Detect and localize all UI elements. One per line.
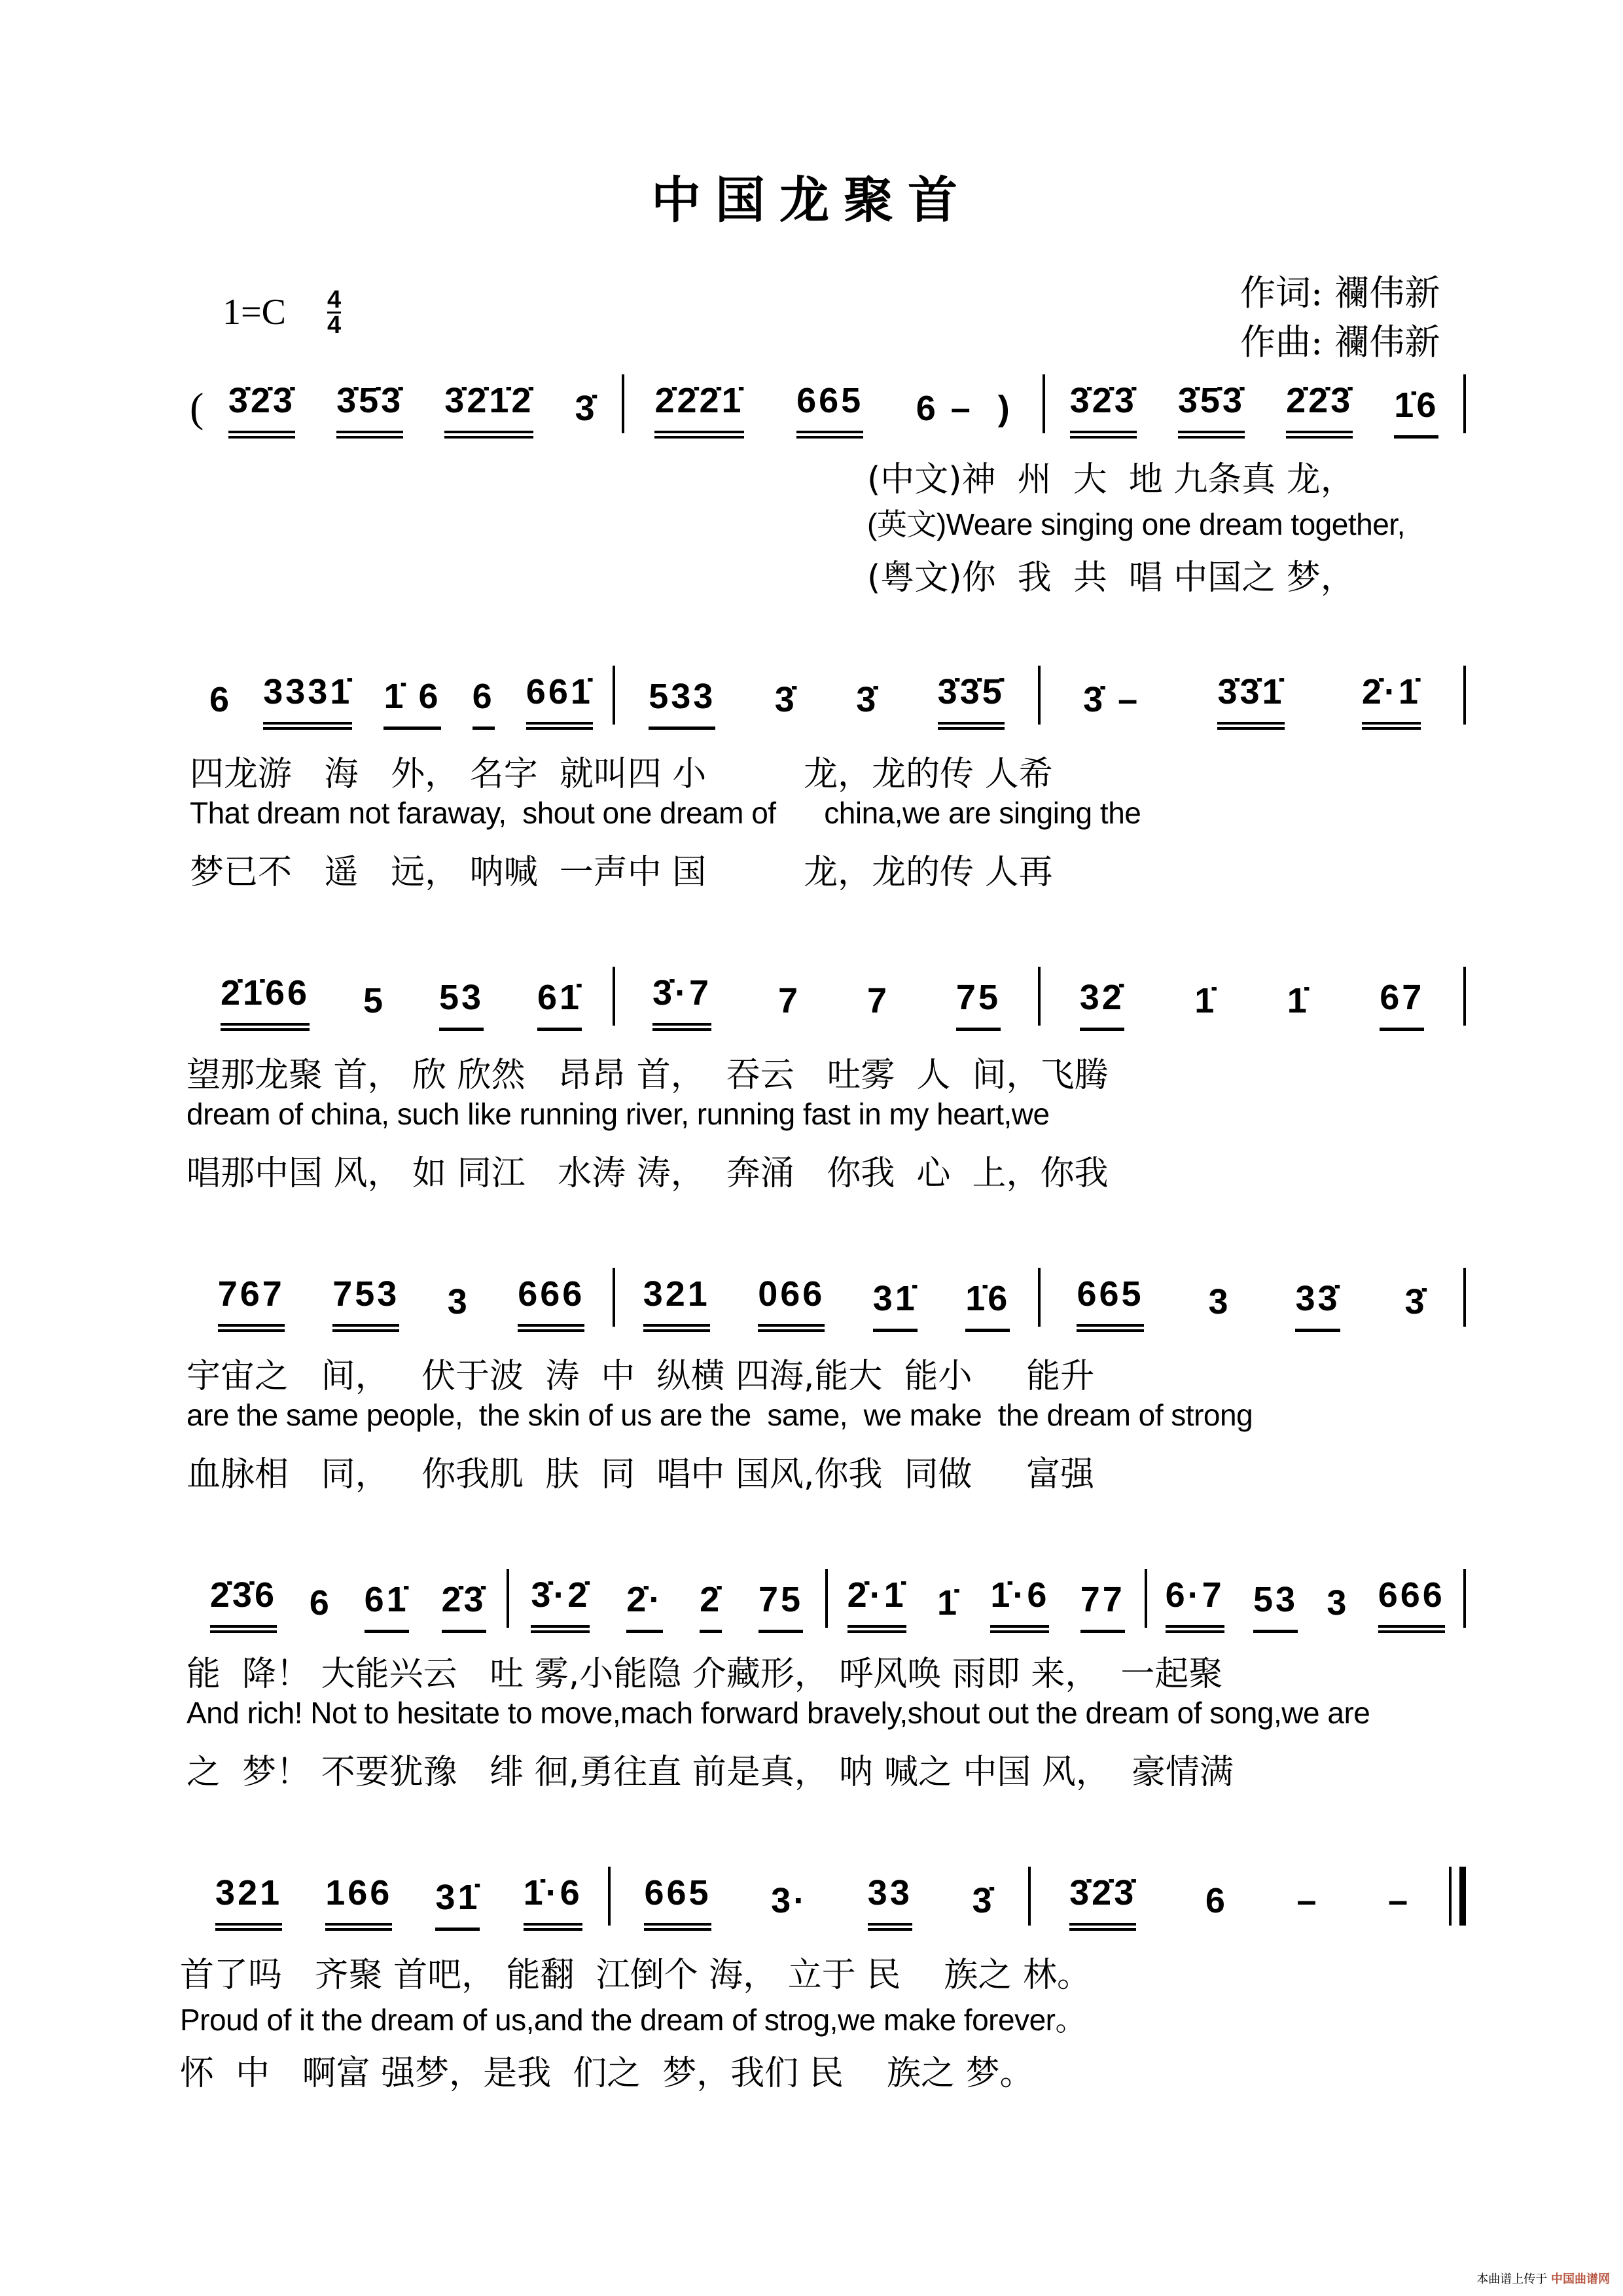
measure <box>190 959 613 1031</box>
note-group: 77 <box>1080 1573 1125 1633</box>
lyrics-english: are the same people, the skin of us are the same, we make the dream of strong <box>187 1398 1253 1432</box>
lyricist-credit: 作词: 襴伟新 <box>1240 272 1440 314</box>
note-group: 1̇ <box>1194 981 1217 1020</box>
key-signature: 1=C <box>223 292 286 332</box>
lyrics-cantonese: 梦已不 遥 远， 呐喊 一声中 国 龙，龙的传 人再 <box>190 853 1053 892</box>
note-group: 3̇5̇3̇ <box>1178 374 1245 439</box>
note-group: 3̇ <box>575 389 597 428</box>
note-group: 321 <box>643 1268 710 1332</box>
note-group: 1̇ <box>1287 981 1310 1020</box>
lyrics-cantonese: 之 梦！ 不要犹豫 绯 徊,勇往直 前是真， 呐 喊之 中国 风， 豪情满 <box>187 1753 1234 1792</box>
lyrics-cantonese: 唱那中国 风， 如 同江 水涛 涛， 奔涌 你我 心 上，你我 <box>187 1154 1109 1193</box>
note-group: 33 <box>868 1867 912 1931</box>
time-sig-top: 4 <box>327 286 342 314</box>
lyrics-english: That dream not faraway, shout one dream of china,we are singing the <box>190 796 1141 830</box>
note-group: 066 <box>758 1268 825 1332</box>
note-group: 1̇6 <box>965 1272 1010 1332</box>
note-group: 3̇·7 <box>652 967 711 1031</box>
measure <box>1041 1260 1463 1332</box>
note-group: 166 <box>325 1867 392 1931</box>
note-group: 61̇ <box>365 1573 409 1633</box>
lyrics-mandarin: 宇宙之 间， 伏于波 涛 中 纵横 四海,能大 能小 能升 <box>187 1357 1095 1396</box>
lyrics-mandarin: 首了吗 齐聚 首吧， 能翻 江倒个 海， 立于 民 族之 林。 <box>180 1956 1091 1995</box>
measure <box>509 1561 826 1633</box>
note-group: 3̇ <box>856 680 879 719</box>
note-group: 3̇ – <box>1083 680 1141 719</box>
song-title: 中国龙聚首 <box>651 171 972 229</box>
note-group: 2̇2̇2̇1̇ <box>654 374 743 439</box>
note-group: 1̇6 <box>1394 379 1438 439</box>
barline <box>1463 967 1466 1026</box>
measure <box>615 959 1038 1031</box>
note-group: 2̇· <box>626 1573 663 1633</box>
note-group: 3̇2̇3̇ <box>1070 374 1137 439</box>
note-group: 3̇ <box>774 680 797 719</box>
note-group: 3̇3̇5̇ <box>938 666 1005 730</box>
note-group: 6 <box>1205 1881 1228 1920</box>
note-group: 3̇ <box>1404 1282 1427 1321</box>
lyrics-cantonese: (粤文)你 我 共 唱 中国之 梦， <box>867 558 1355 598</box>
note-group: – <box>1388 1881 1411 1920</box>
note-group: 31̇ <box>435 1871 480 1931</box>
note-group: 2̇1̇66 <box>221 967 310 1031</box>
measure <box>828 1561 1145 1633</box>
measure <box>190 1260 613 1332</box>
note-group: 75 <box>758 1573 803 1633</box>
measure <box>611 1859 1029 1931</box>
note-group: 3 <box>1208 1282 1231 1321</box>
note-group: 6 <box>209 680 232 719</box>
lyrics-english: Proud of it the dream of us,and the dream of strog,we make forever。 <box>180 2003 1085 2037</box>
note-group: 3331̇ <box>263 666 352 730</box>
note-group: 2̇3̇ <box>442 1573 486 1633</box>
lyrics-english: dream of china, such like running river, running fast in my heart,we <box>187 1097 1050 1131</box>
note-group: 665 <box>796 374 863 439</box>
lyrics-english: And rich! Not to hesitate to move,mach forward bravely,shout out the dream of song,we are <box>187 1696 1370 1730</box>
note-group: 533 <box>649 670 715 730</box>
measure <box>615 1260 1038 1332</box>
barline <box>1463 374 1466 433</box>
lyrics-mandarin: 四龙游 海 外， 名字 就叫四 小 龙，龙的传 人希 <box>190 755 1053 794</box>
note-group: 666 <box>1378 1569 1445 1633</box>
note-group: 6 <box>309 1583 332 1623</box>
final-barline <box>1449 1867 1466 1926</box>
note-group: 2̇ <box>700 1573 722 1633</box>
footer-watermark <box>1476 2270 1610 2287</box>
note-group: 61̇ <box>537 971 582 1031</box>
note-group: 321 <box>215 1867 282 1931</box>
measure <box>190 1859 608 1931</box>
note-group: 31̇ <box>873 1272 918 1332</box>
note-group: 1̇·6 <box>524 1867 582 1931</box>
lyrics-cantonese: 血脉相 同， 你我肌 肤 同 唱中 国风,你我 同做 富强 <box>187 1455 1095 1494</box>
note-group: 6 – ) <box>916 389 1012 428</box>
note-group: 3 <box>447 1282 470 1321</box>
note-group: 2̇2̇3̇ <box>1286 374 1353 439</box>
notation-row <box>190 367 1466 439</box>
measure <box>624 367 1043 439</box>
note-group: 665 <box>644 1867 711 1931</box>
site-logo: 中国曲谱网 <box>1551 2272 1610 2286</box>
note-group: 75 <box>956 971 1001 1031</box>
note-group: 1̇ 6 <box>383 670 440 730</box>
composer-credit: 作曲: 襴伟新 <box>1240 321 1440 363</box>
note-group: 6 <box>473 670 495 730</box>
notation-row <box>190 658 1466 730</box>
note-group: 3̇·2̇ <box>531 1569 590 1633</box>
lyrics-mandarin: 能 降！ 大能兴云 吐 雾,小能隐 介藏形， 呼风唤 雨即 来， 一起聚 <box>187 1655 1223 1694</box>
note-group: 6·7 <box>1166 1569 1224 1633</box>
note-group: 3̇2̇3̇ <box>228 374 295 439</box>
measure <box>1045 367 1463 439</box>
lyrics-english: (英文)Weare singing one dream together, <box>867 507 1405 541</box>
note-group: 53 <box>439 971 484 1031</box>
note-group: 2̇3̇6 <box>210 1569 277 1633</box>
footer-upload-text: 本曲谱上传于 <box>1476 2272 1548 2286</box>
note-group: 3̇ <box>972 1881 995 1920</box>
note-group: – <box>1296 1881 1319 1920</box>
measure <box>1147 1561 1464 1633</box>
note-group: 7 <box>866 981 889 1020</box>
time-sig-bottom: 4 <box>327 312 342 339</box>
barline <box>1463 1268 1466 1327</box>
note-group: 5 <box>363 981 386 1020</box>
lyrics-mandarin: 望那龙聚 首， 欣 欣然 昂昂 首， 吞云 吐雾 人 间，飞腾 <box>187 1056 1109 1095</box>
note-group: 665 <box>1077 1268 1143 1332</box>
note-group: 3̇5̇3̇ <box>336 374 403 439</box>
measure <box>1031 1859 1449 1931</box>
note-group: 3· <box>771 1881 808 1920</box>
measure <box>190 658 613 730</box>
note-group: 2̇·1̇ <box>1362 666 1421 730</box>
notation-row <box>190 1561 1466 1633</box>
note-group: 666 <box>518 1268 584 1332</box>
note-group: 53 <box>1253 1573 1298 1633</box>
repeat-paren: ( <box>190 384 204 431</box>
lyrics-cantonese: 怀 中 啊富 强梦，是我 们之 梦，我们 民 族之 梦。 <box>180 2054 1034 2093</box>
note-group: 3̇2̇1̇2̇ <box>444 374 533 439</box>
measure <box>1041 959 1463 1031</box>
note-group: 3̇3̇1̇ <box>1217 666 1284 730</box>
note-group: 3̇2̇3̇ <box>1069 1867 1136 1931</box>
time-signature <box>327 288 341 337</box>
measure <box>190 1561 507 1633</box>
note-group: 1̇·6 <box>990 1569 1049 1633</box>
measure <box>1041 658 1463 730</box>
lyrics-mandarin: (中文)神 州 大 地 九条真 龙， <box>867 460 1355 499</box>
measure <box>204 367 622 439</box>
note-group: 7 <box>777 981 800 1020</box>
note-group: 1̇ <box>937 1583 960 1623</box>
note-group: 661̇ <box>526 666 593 730</box>
note-group: 753 <box>332 1268 399 1332</box>
note-group: 3 <box>1327 1583 1349 1623</box>
barline <box>1463 666 1466 725</box>
note-group: 2̇·1̇ <box>847 1569 906 1633</box>
note-group: 33̇ <box>1295 1272 1340 1332</box>
note-group: 767 <box>218 1268 285 1332</box>
notation-row <box>190 1859 1466 1931</box>
notation-row <box>190 1260 1466 1332</box>
measure <box>615 658 1038 730</box>
note-group: 67 <box>1380 971 1424 1031</box>
note-group: 32̇ <box>1080 971 1124 1031</box>
barline <box>1463 1569 1466 1628</box>
notation-row <box>190 959 1466 1031</box>
